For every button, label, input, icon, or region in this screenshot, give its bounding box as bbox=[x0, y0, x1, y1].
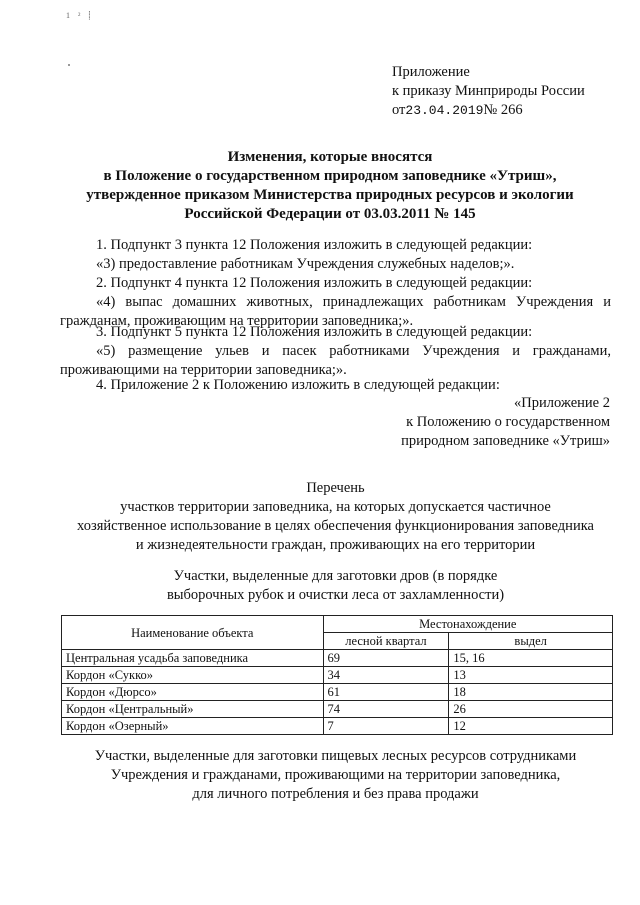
cell-forest-quarter: 34 bbox=[323, 667, 449, 684]
appendix-2-line-3: природном заповеднике «Утриш» bbox=[401, 433, 610, 449]
cell-plot: 13 bbox=[449, 667, 613, 684]
title-line-4: Российской Федерации от 03.03.2011 № 145 bbox=[184, 206, 476, 222]
table-header-row bbox=[62, 616, 613, 633]
header-plot: выдел bbox=[449, 633, 613, 650]
scan-dot bbox=[68, 64, 70, 66]
section-1-heading bbox=[60, 567, 611, 605]
title-line-3: утвержденное приказом Министерства природных ресурсов и экологии bbox=[86, 187, 574, 203]
item-1: 1. Подпункт 3 пункта 12 Положения изложить в следующей редакции: bbox=[96, 237, 533, 253]
cell-plot: 26 bbox=[449, 701, 613, 718]
annex-date: 23.04.2019 bbox=[405, 103, 484, 118]
cell-plot: 18 bbox=[449, 684, 613, 701]
cell-object-name: Центральная усадьба заповедника bbox=[62, 650, 324, 667]
list-line-3: и жизнедеятельности граждан, проживающих на его территории bbox=[135, 537, 536, 553]
section-1-line-1: Участки, выделенные для заготовки дров (в порядке bbox=[173, 568, 498, 584]
annex-header bbox=[392, 63, 585, 120]
section-1-line-2: выборочных рубок и очистки леса от захламленности) bbox=[166, 587, 505, 603]
list-line-1: участков территории заповедника, на которых допускается частичное bbox=[120, 499, 551, 515]
annex-line-3 bbox=[392, 101, 585, 120]
table-row bbox=[62, 650, 613, 667]
section-2-line-3: для личного потребления и без права продажи bbox=[192, 786, 479, 802]
table-row bbox=[62, 701, 613, 718]
section-2-line-2: Учреждения и гражданами, проживающими на территории заповедника, bbox=[110, 767, 561, 783]
annex-number: № 266 bbox=[483, 102, 523, 118]
cell-object-name: Кордон «Сукко» bbox=[62, 667, 324, 684]
list-line-2: хозяйственное использование в целях обеспечения функционирования заповедника bbox=[77, 518, 594, 534]
item-3: 3. Подпункт 5 пункта 12 Положения изложить в следующей редакции: bbox=[96, 324, 533, 340]
appendix-2-header bbox=[380, 394, 610, 451]
cell-plot: 15, 16 bbox=[449, 650, 613, 667]
item-2-text: «4) выпас домашних животных, принадлежащих работникам Учреждения и гражданам, проживающим на территории заповедника;». bbox=[60, 294, 611, 329]
list-heading bbox=[60, 479, 611, 555]
appendix-2-line-2: к Положению о государственном bbox=[406, 414, 610, 430]
cell-object-name: Кордон «Центральный» bbox=[62, 701, 324, 718]
title-line-1: Изменения, которые вносятся bbox=[227, 149, 433, 165]
section-2-heading bbox=[60, 747, 611, 804]
scan-marks: 1 ² ⸽ bbox=[66, 11, 94, 20]
annex-line-1: Приложение bbox=[392, 64, 470, 80]
table-row bbox=[62, 684, 613, 701]
cell-forest-quarter: 69 bbox=[323, 650, 449, 667]
cell-object-name: Кордон «Дюрсо» bbox=[62, 684, 324, 701]
item-3-text: «5) размещение ульев и пасек работниками Учреждения и гражданами, проживающими на территории заповедника;». bbox=[60, 343, 611, 378]
annex-prefix: от bbox=[392, 102, 406, 118]
cell-forest-quarter: 61 bbox=[323, 684, 449, 701]
cell-forest-quarter: 74 bbox=[323, 701, 449, 718]
title-line-2: в Положение о государственном природном заповеднике «Утриш», bbox=[103, 168, 557, 184]
header-object-name: Наименование объекта bbox=[62, 616, 324, 650]
firewood-plots-table bbox=[61, 615, 613, 735]
cell-plot: 12 bbox=[449, 718, 613, 735]
document-title bbox=[60, 148, 600, 224]
appendix-2-line-1: «Приложение 2 bbox=[514, 395, 610, 411]
header-forest-quarter: лесной квартал bbox=[323, 633, 449, 650]
annex-line-2: к приказу Минприроды России bbox=[392, 83, 585, 99]
cell-object-name: Кордон «Озерный» bbox=[62, 718, 324, 735]
section-2-line-1: Участки, выделенные для заготовки пищевых лесных ресурсов сотрудниками bbox=[94, 748, 577, 764]
item-2: 2. Подпункт 4 пункта 12 Положения изложить в следующей редакции: bbox=[96, 275, 533, 291]
table-row bbox=[62, 718, 613, 735]
header-location: Местонахождение bbox=[323, 616, 612, 633]
cell-forest-quarter: 7 bbox=[323, 718, 449, 735]
item-4: 4. Приложение 2 к Положению изложить в следующей редакции: bbox=[96, 377, 500, 393]
table-row bbox=[62, 667, 613, 684]
item-1-text: «3) предоставление работникам Учреждения служебных наделов;». bbox=[96, 256, 515, 272]
list-title: Перечень bbox=[306, 480, 365, 496]
